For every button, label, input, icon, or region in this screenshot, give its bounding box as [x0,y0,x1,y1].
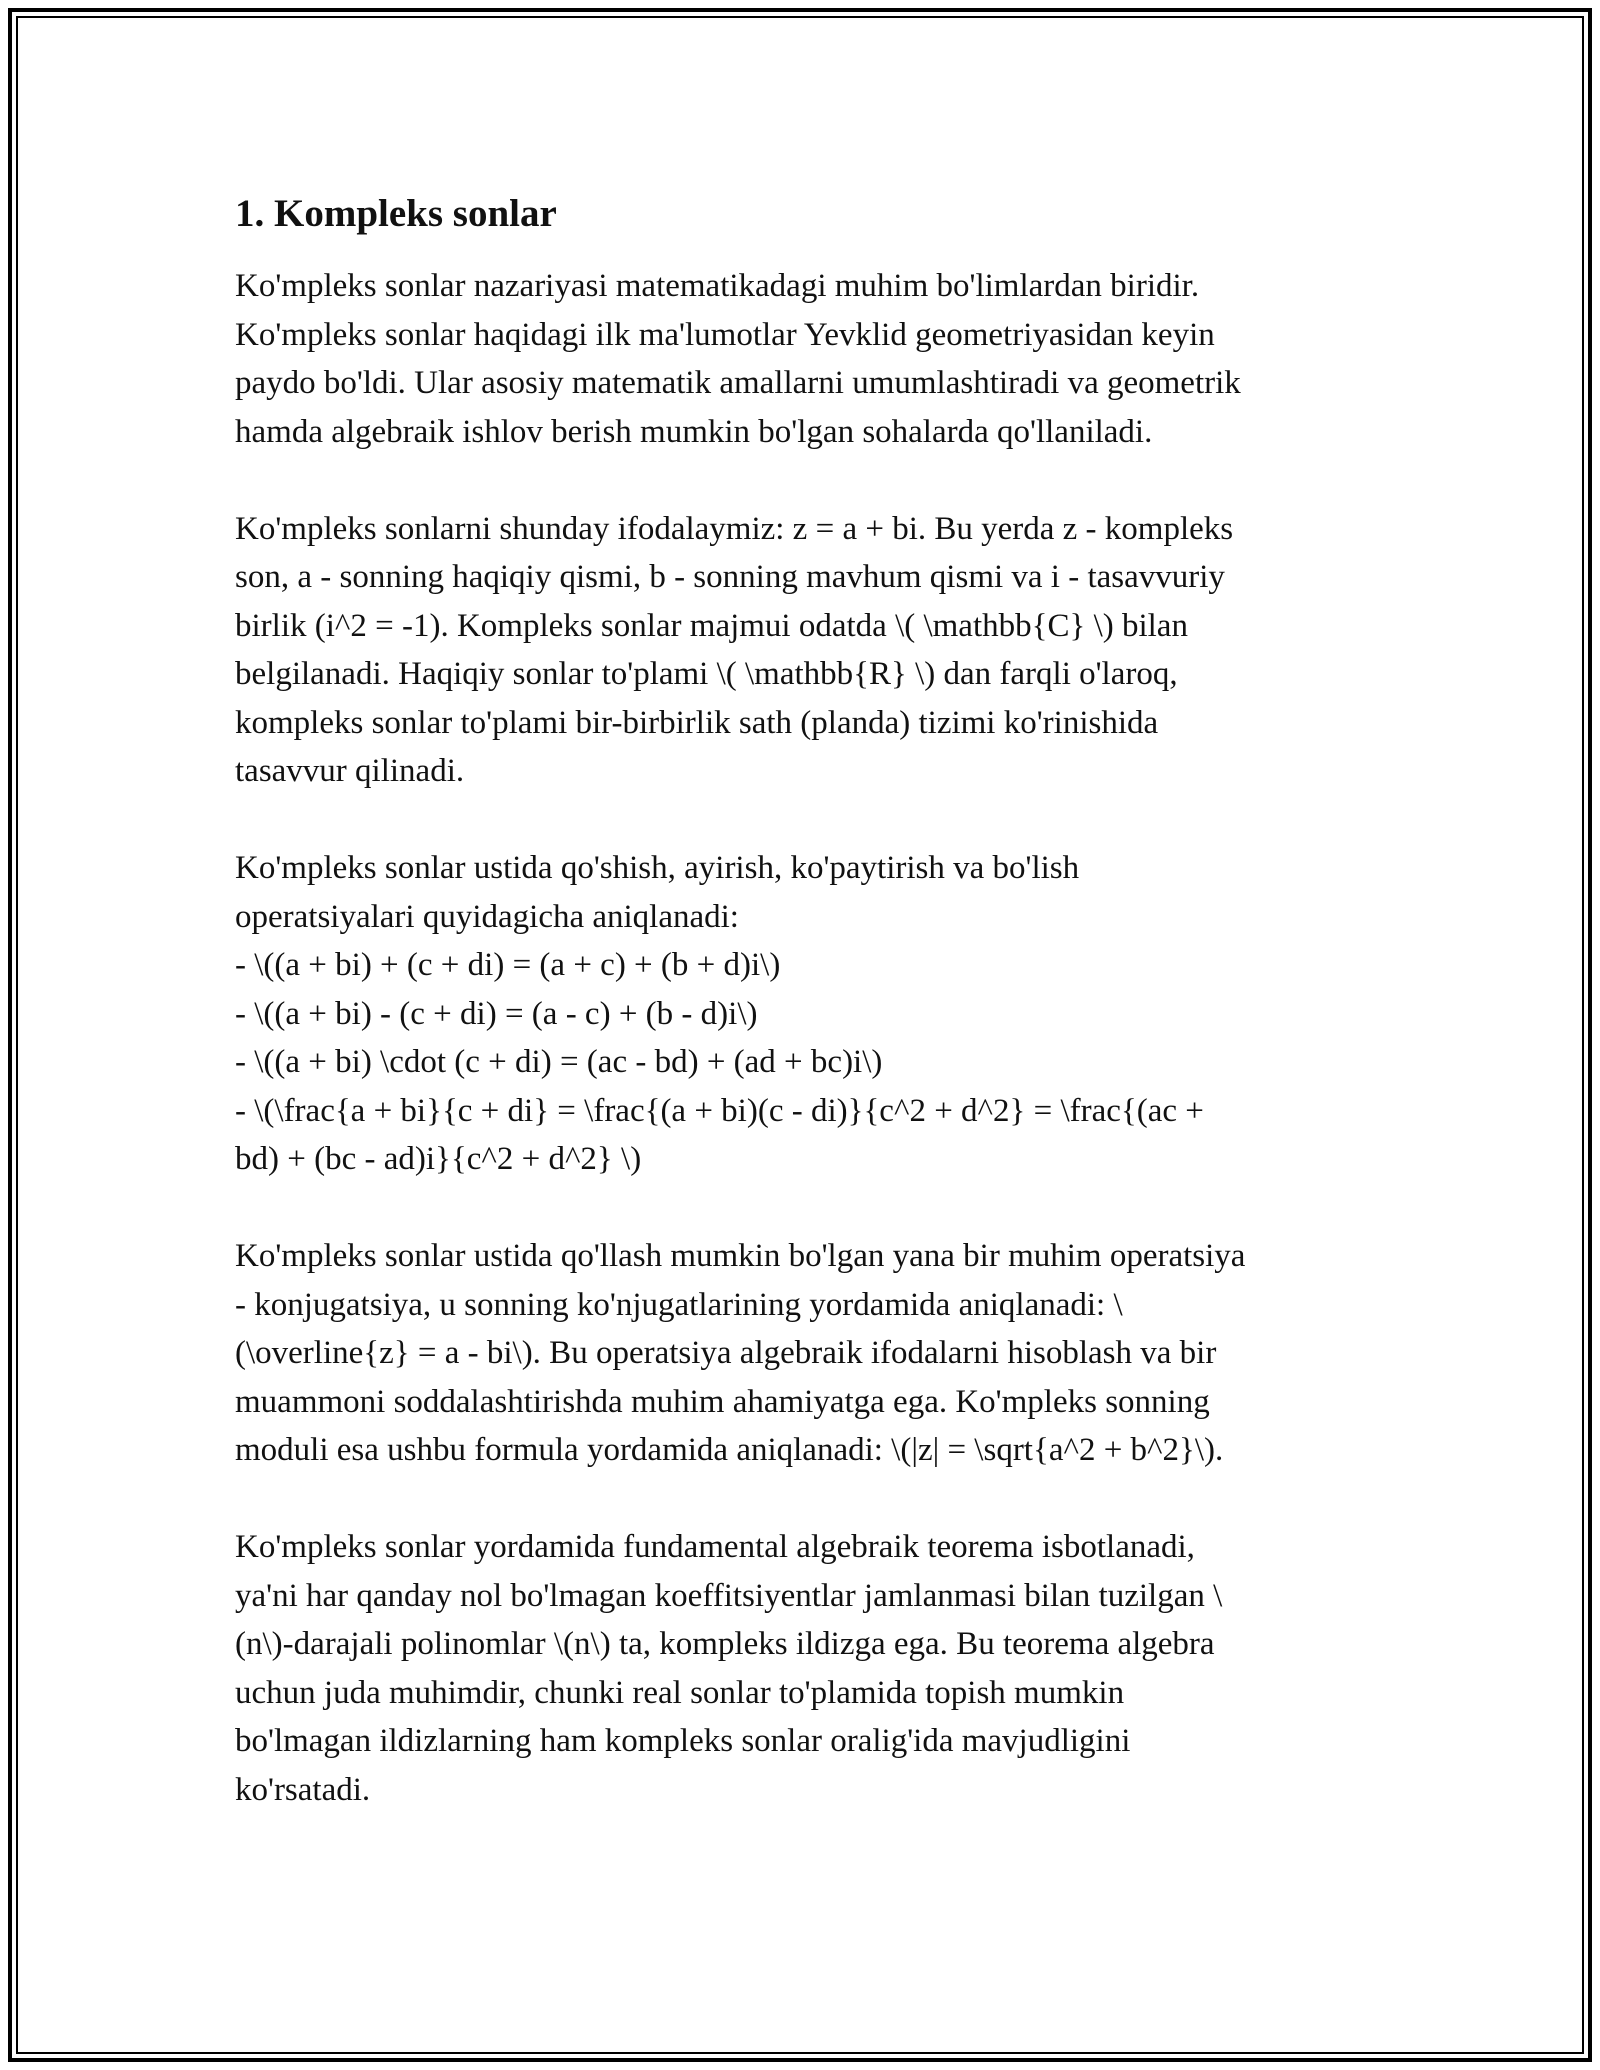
text-line: Ko'mpleks sonlar yordamida fundamental algebraik teorema isbotlanadi, [235,1529,1195,1565]
formula-line: - \((a + bi) + (c + di) = (a + c) + (b + d)i\) [235,947,781,983]
paragraph-fundamental-theorem [235,1523,1375,1814]
paragraph-operations [235,844,1375,1184]
text-line: Ko'mpleks sonlar nazariyasi matematikadagi muhim bo'limlardan biridir. [235,268,1200,304]
text-line: birlik (i^2 = -1). Kompleks sonlar majmui odatda \( \mathbb{C} \) bilan [235,607,1188,644]
text-line: (n\)-darajali polinomlar \(n\) ta, kompleks ildizga ega. Bu teorema algebra [235,1626,1215,1662]
text-line: kompleks sonlar to'plami bir-birbirlik sath (planda) tizimi ko'rinishida [235,704,1159,741]
text-line: tasavvur qilinadi. [235,753,465,789]
formula-line: - \((a + bi) \cdot (c + di) = (ac - bd) + (ad + bc)i\) [235,1044,883,1080]
text-line: ko'rsatadi. [235,1771,371,1808]
formula-line: bd) + (bc - ad)i}{c^2 + d^2} \) [235,1141,642,1177]
paragraph-conjugation [235,1232,1375,1475]
text-line: hamda algebraik ishlov berish mumkin bo'lgan sohalarda qo'llaniladi. [235,413,1153,450]
text-line: muammoni soddalashtirishda muhim ahamiyatga ega. Ko'mpleks sonning [235,1383,1210,1420]
text-line: bo'lmagan ildizlarning ham kompleks sonlar oralig'ida mavjudligini [235,1723,1131,1759]
text-line: operatsiyalari quyidagicha aniqlanadi: [235,898,739,935]
paragraph-intro [235,262,1375,456]
text-line: Ko'mpleks sonlarni shunday ifodalaymiz: z = a + bi. Bu yerda z - kompleks [235,510,1234,547]
document-title: 1. Kompleks sonlar [235,192,557,235]
text-line: Ko'mpleks sonlar haqidagi ilk ma'lumotlar Yevklid geometriyasidan keyin [235,316,1215,353]
paragraph-definition [235,505,1375,796]
text-line: Ko'mpleks sonlar ustida qo'shish, ayirish, ko'paytirish va bo'lish [235,850,1080,886]
formula-line: - \((a + bi) - (c + di) = (a - c) + (b - d)i\) [235,995,758,1032]
text-line: paydo bo'ldi. Ular asosiy matematik amallarni umumlashtiradi va geometrik [235,365,1241,401]
text-line: uchun juda muhimdir, chunki real sonlar to'plamida topish mumkin [235,1674,1125,1711]
text-line: Ko'mpleks sonlar ustida qo'llash mumkin bo'lgan yana bir muhim operatsiya [235,1238,1246,1274]
text-line: - konjugatsiya, u sonning ko'njugatlarining yordamida aniqlanadi: \ [235,1286,1123,1323]
text-line: (\overline{z} = a - bi\). Bu operatsiya algebraik ifodalarni hisoblash va bir [235,1335,1217,1371]
text-line: belgilanadi. Haqiqiy sonlar to'plami \( \mathbb{R} \) dan farqli o'laroq, [235,656,1178,692]
text-line: ya'ni har qanday nol bo'lmagan koeffitsiyentlar jamlanmasi bilan tuzilgan \ [235,1577,1223,1614]
formula-line: - \(\frac{a + bi}{c + di} = \frac{(a + bi)(c - di)}{c^2 + d^2} = \frac{(ac + [235,1092,1204,1129]
text-line: son, a - sonning haqiqiy qismi, b - sonning mavhum qismi va i - tasavvuriy [235,559,1225,595]
document-body [235,188,1375,1863]
text-line: moduli esa ushbu formula yordamida aniqlanadi: \(|z| = \sqrt{a^2 + b^2}\). [235,1432,1224,1468]
